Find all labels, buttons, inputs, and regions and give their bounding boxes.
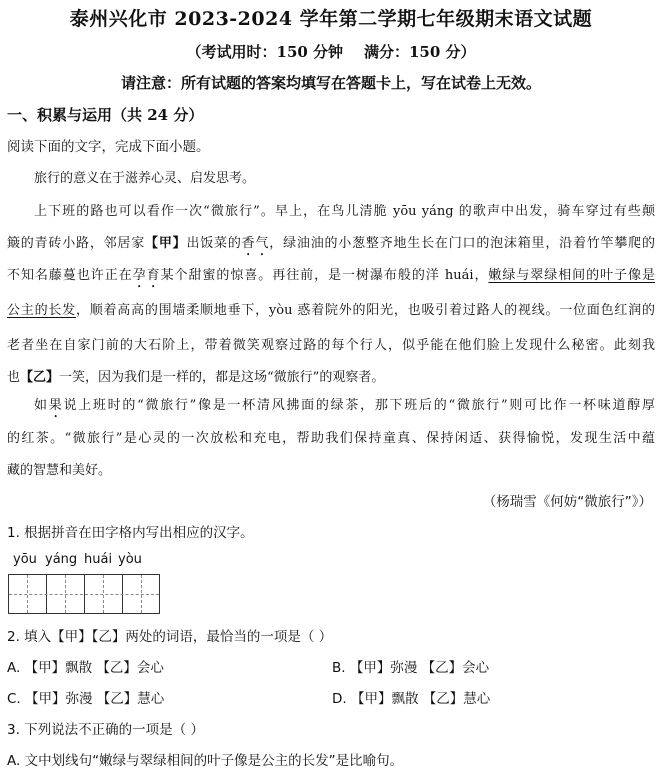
q3-option-a[interactable]: A. 文中划线句“嫩绿与翠绿相间的叶子像是公主的长发”是比喻句。: [7, 753, 404, 769]
pinyin-label: huái: [84, 552, 113, 567]
passage-instruction: 阅读下面的文字，完成下面小题。: [7, 139, 210, 155]
passage-source: （杨瑞雪《何妨“微旅行”》）: [482, 494, 652, 510]
question-3: 3. 下列说法不正确的一项是（ ）: [7, 722, 204, 738]
pinyin-label: yòu: [118, 552, 142, 567]
passage-p1-line4: 公主的长发，顺着高高的围墙柔顺地垂下，yòu 惑着院外的阳光，也吸引着过路人的视线。一位面色红润的: [7, 303, 655, 318]
tianzi-grid[interactable]: [8, 574, 160, 614]
blank-jia: 【甲】: [145, 236, 187, 251]
question-1: 1. 根据拼音在田字格内写出相应的汉字。: [7, 525, 254, 541]
exam-notice: 请注意：所有试题的答案均填写在答题卡上，写在试卷上无效。: [120, 74, 541, 92]
passage-p1-line2: 簸的青砖小路，邻居家【甲】出饭菜的香气，绿油油的小葱整齐地生长在门口的泡沫箱里，沿着竹竿攀爬的: [7, 236, 655, 251]
passage-p1-line5: 老者坐在自家门前的大石阶上，带着微笑观察过路的每个行人，似乎能在他们脸上发现什么秘密。此刻我: [7, 338, 655, 353]
underlined-sentence: 公主的长发: [7, 303, 76, 318]
q2-option-b[interactable]: B. 【甲】弥漫 【乙】会心: [332, 660, 490, 676]
passage-p2-line3: 藏的智慧和美好。: [7, 463, 112, 478]
dotted-word: 香气: [241, 236, 270, 251]
pinyin-label: yōu: [13, 552, 37, 567]
passage-lead: 旅行的意义在于滋养心灵、启发思考。: [34, 171, 256, 186]
passage-p1-line3: 不知名藤蔓也许正在孕育某个甜蜜的惊喜。再往前，是一树瀑布般的洋 huái，嫩绿与翠绿相间的叶子像是: [7, 268, 655, 283]
underlined-sentence: 嫩绿与翠绿相间的叶子像是: [488, 268, 655, 283]
q2-option-d[interactable]: D. 【甲】飘散 【乙】慧心: [332, 691, 491, 707]
section-title: 一、积累与运用（共 24 分）: [7, 106, 204, 124]
passage-p1-line6: 也【乙】一笑，因为我们是一样的，都是这场“微旅行”的观察者。: [7, 370, 385, 385]
blank-yi: 【乙】: [20, 370, 60, 385]
question-2: 2. 填入【甲】【乙】两处的词语，最恰当的一项是（ ）: [7, 629, 333, 645]
exam-subtitle: （考试用时：150 分钟 满分：150 分）: [186, 43, 476, 61]
passage-p2-line1: 如果说上班时的“微旅行”像是一杯清风拂面的绿茶，那下班后的“微旅行”则可比作一杯味道醇厚: [34, 398, 655, 413]
q2-option-c[interactable]: C. 【甲】弥漫 【乙】慧心: [7, 691, 165, 707]
dotted-word: 孕育: [132, 268, 161, 283]
dotted-word: 果: [48, 398, 64, 413]
pinyin-label: yáng: [45, 552, 78, 567]
exam-title: 泰州兴化市 2023-2024 学年第二学期七年级期末语文试题: [69, 8, 593, 30]
q2-option-a[interactable]: A. 【甲】飘散 【乙】会心: [7, 660, 164, 676]
passage-p2-line2: 的红茶。“微旅行”是心灵的一次放松和充电，帮助我们保持童真、保持闲适、获得愉悦，发现生活中蕴: [7, 431, 655, 446]
passage-p1-line1: 上下班的路也可以看作一次“微旅行”。早上，在鸟儿清脆 yōu yáng 的歌声中出发，骑车穿过有些颠: [34, 204, 655, 219]
